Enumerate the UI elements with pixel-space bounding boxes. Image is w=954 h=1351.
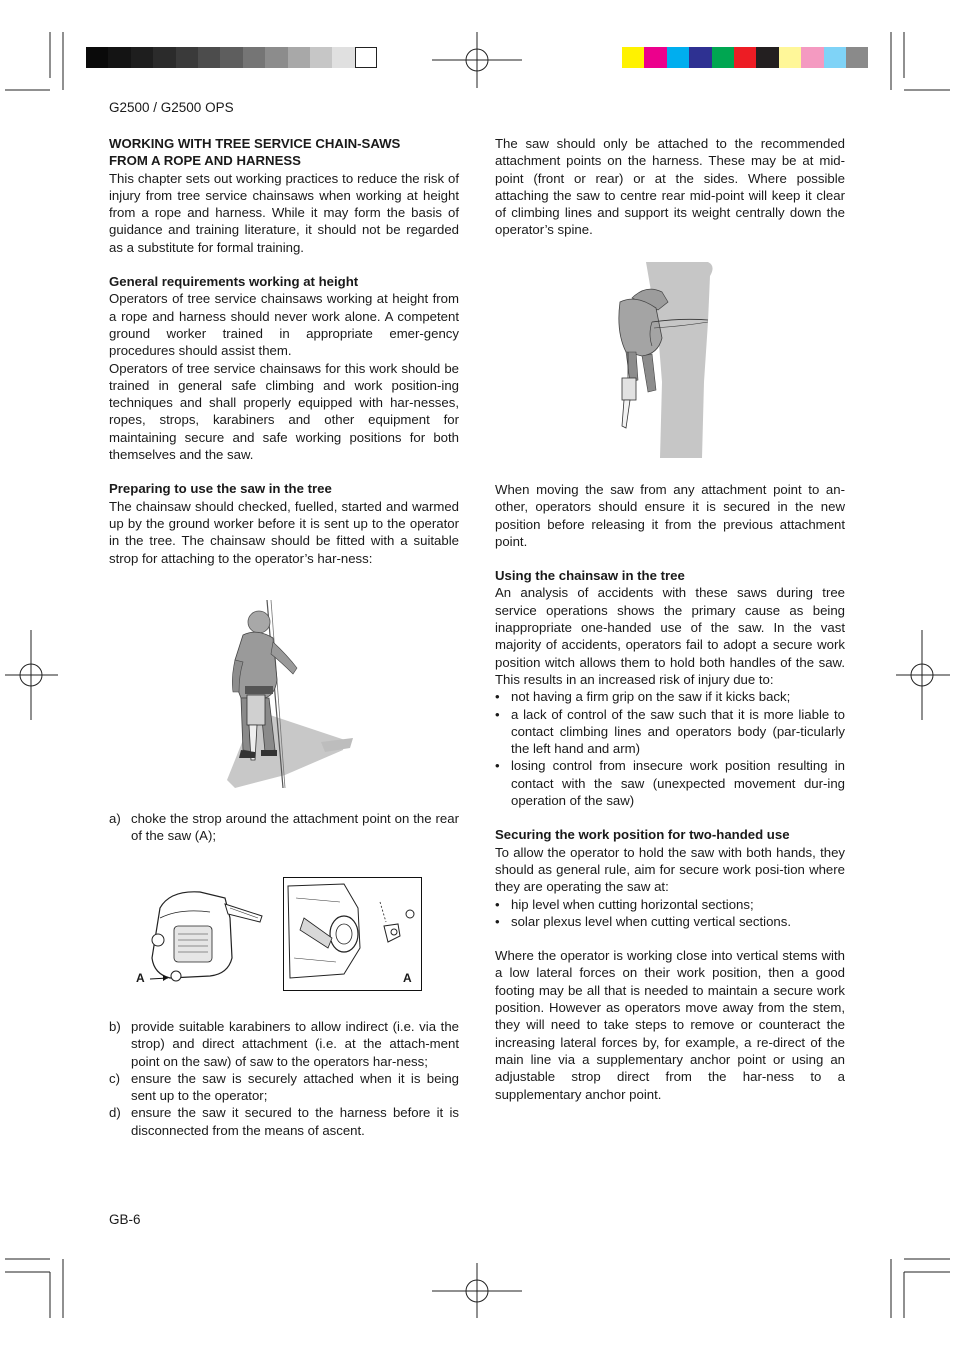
list-item [495, 706, 845, 758]
list-marker-b: b) [109, 1019, 121, 1034]
color-swatch [734, 47, 756, 68]
color-swatch [288, 47, 310, 68]
color-swatch [756, 47, 778, 68]
list-item [495, 913, 845, 930]
list-item-d [109, 1104, 459, 1139]
color-swatch [712, 47, 734, 68]
list-items-bcd [109, 1018, 459, 1139]
bullet-mark: • [495, 706, 500, 722]
paragraph-never-work-alone: Operators of tree service chainsaws working at height from a rope and harness should never work alone. A competent ground worker trained in appropriate emer-gency procedures should assist them. [109, 291, 459, 359]
list-item [495, 757, 845, 809]
paragraph-training: Operators of tree service chainsaws for this work should be trained in general safe climbing and work position-ing techniques and shall properly equipped with har-nesses, ropes, strops, karabiners and other equipment for maintaining secure and safe working positions for both themselves and the saw. [109, 360, 459, 463]
color-swatch [243, 47, 265, 68]
list-item [495, 896, 845, 913]
color-swatch [779, 47, 801, 68]
section-heading-general-requirements: General requirements working at height [109, 274, 359, 290]
bullet-text: not having a firm grip on the saw if it kicks back; [511, 689, 791, 705]
color-swatch [824, 47, 846, 68]
level-bullet-list [495, 896, 845, 931]
list-item [495, 688, 845, 705]
list-text-a: choke the strop around the attachment point on the rear of the saw (A); [131, 811, 459, 844]
color-swatch [86, 47, 108, 68]
color-swatch [667, 47, 689, 68]
figure-label-a-right: A [403, 971, 412, 985]
figure-label-a-left: A [136, 971, 145, 985]
paragraph-two-handed-use: To allow the operator to hold the saw with both hands, they should as general rule, aim for secure work posi-tion where they are operating the saw at: [495, 844, 845, 895]
intro-paragraph: This chapter sets out working practices to reduce the risk of injury from tree service chainsaws when working at height from a rope and harness. While it may form the basis of guidance and training literature, it should not be regarded as a substitute for formal training. [109, 170, 459, 255]
paragraph-accident-analysis: An analysis of accidents with these saws during tree service operations shows the primary cause as being inappropriate one-handed use of the saw. In the vast majority of accidents, operators fail to adopt a secure work position witch allows them to hold both handles of the saw. This results in an increased risk of injury due to: [495, 585, 845, 687]
list-item-a [109, 810, 459, 845]
bullet-text: solar plexus level when cutting vertical sections. [511, 913, 792, 929]
color-swatch [220, 47, 242, 68]
color-swatch [108, 47, 130, 68]
paragraph-preparing-saw: The chainsaw should checked, fuelled, started and warmed up by the ground worker before it is sent up to the operator in the tree. The chainsaw should be fitted with a suitable strop for attaching to the operator’s har-ness: [109, 498, 459, 566]
bullet-text: hip level when cutting horizontal sections; [511, 896, 754, 912]
paragraph-lateral-forces: Where the operator is working close into vertical stems with a low lateral forces on their work position, then a good footing may be all that is needed to maintain a secure work position. However as operators move away from the stem, they will need to take steps to remove or counteract the increasing lateral forces by, for example, a re-direct of the main line via a supplementary anchor point or using an adjustable strop direct from the har-ness to a supplementary anchor point. [495, 948, 845, 1102]
list-item-a-container [109, 810, 459, 845]
color-swatch [153, 47, 175, 68]
color-swatch [310, 47, 332, 68]
color-swatch [689, 47, 711, 68]
illustration-ground-worker [225, 600, 355, 790]
page-header-model: G2500 / G2500 OPS [109, 100, 234, 115]
color-swatch [355, 47, 377, 68]
list-text-c: ensure the saw is securely attached when it is being sent up to the operator; [131, 1070, 459, 1104]
list-marker-a: a) [109, 811, 121, 826]
list-item-c [109, 1070, 459, 1105]
illustration-climber-on-tree [612, 262, 722, 458]
bullet-text: losing control from insecure work position resulting in contact with the saw (unexpected movement dur-ing operation of the saw) [511, 758, 845, 809]
paragraph-attachment-points: The saw should only be attached to the recommended attachment points on the harness. These may be at mid-point (front or rear) or at the sides. Where possible attaching the saw to centre rear mid-point will keep it clear of climbing lines and support its weight centrally down the operator’s spine. [495, 136, 845, 238]
risk-bullet-list [495, 688, 845, 809]
section-heading-preparing-saw: Preparing to use the saw in the tree [109, 481, 332, 497]
illustration-attachment-detail-frame [283, 877, 422, 991]
bullet-mark: • [495, 689, 500, 705]
bullet-mark: • [495, 913, 500, 929]
color-swatch [198, 47, 220, 68]
color-swatch [644, 47, 666, 68]
right-column-top [495, 135, 845, 239]
list-text-d: ensure the saw it secured to the harness before it is disconnected from the means of ascent. [131, 1105, 459, 1138]
bullet-mark: • [495, 758, 500, 774]
section-heading-using-chainsaw: Using the chainsaw in the tree [495, 568, 685, 584]
chapter-title-line2: FROM A ROPE AND HARNESS [109, 153, 301, 169]
illustration-attachment-detail [284, 878, 420, 989]
page-number: GB-6 [109, 1212, 141, 1227]
list-text-b: provide suitable karabiners to allow indirect (i.e. via the strop) and direct attachment (i.e. at the attach-ment point on the saw) of saw to the operators har-ness; [131, 1019, 459, 1069]
bullet-mark: • [495, 896, 500, 912]
bullet-text: a lack of control of the saw such that it is more liable to contact climbing lines and operators body (par-ticularly the left hand and arm) [511, 706, 845, 757]
color-swatch [265, 47, 287, 68]
color-swatch [131, 47, 153, 68]
illustration-chainsaw-attachment-point [130, 878, 270, 990]
right-column-lower [495, 481, 845, 1103]
section-heading-securing-position: Securing the work position for two-handed use [495, 827, 790, 843]
color-swatch [176, 47, 198, 68]
list-item-b [109, 1018, 459, 1070]
color-swatch [622, 47, 644, 68]
list-marker-d: d) [109, 1105, 121, 1121]
paragraph-moving-saw: When moving the saw from any attachment point to an-other, operators should ensure it is secured in the new position before releasing it from the previous attachment point. [495, 482, 845, 549]
list-marker-c: c) [109, 1070, 120, 1086]
chapter-title-line1: WORKING WITH TREE SERVICE CHAIN-SAWS [109, 136, 401, 151]
color-swatch [801, 47, 823, 68]
left-column [109, 135, 459, 567]
color-swatch [332, 47, 354, 68]
color-swatch [846, 47, 868, 68]
